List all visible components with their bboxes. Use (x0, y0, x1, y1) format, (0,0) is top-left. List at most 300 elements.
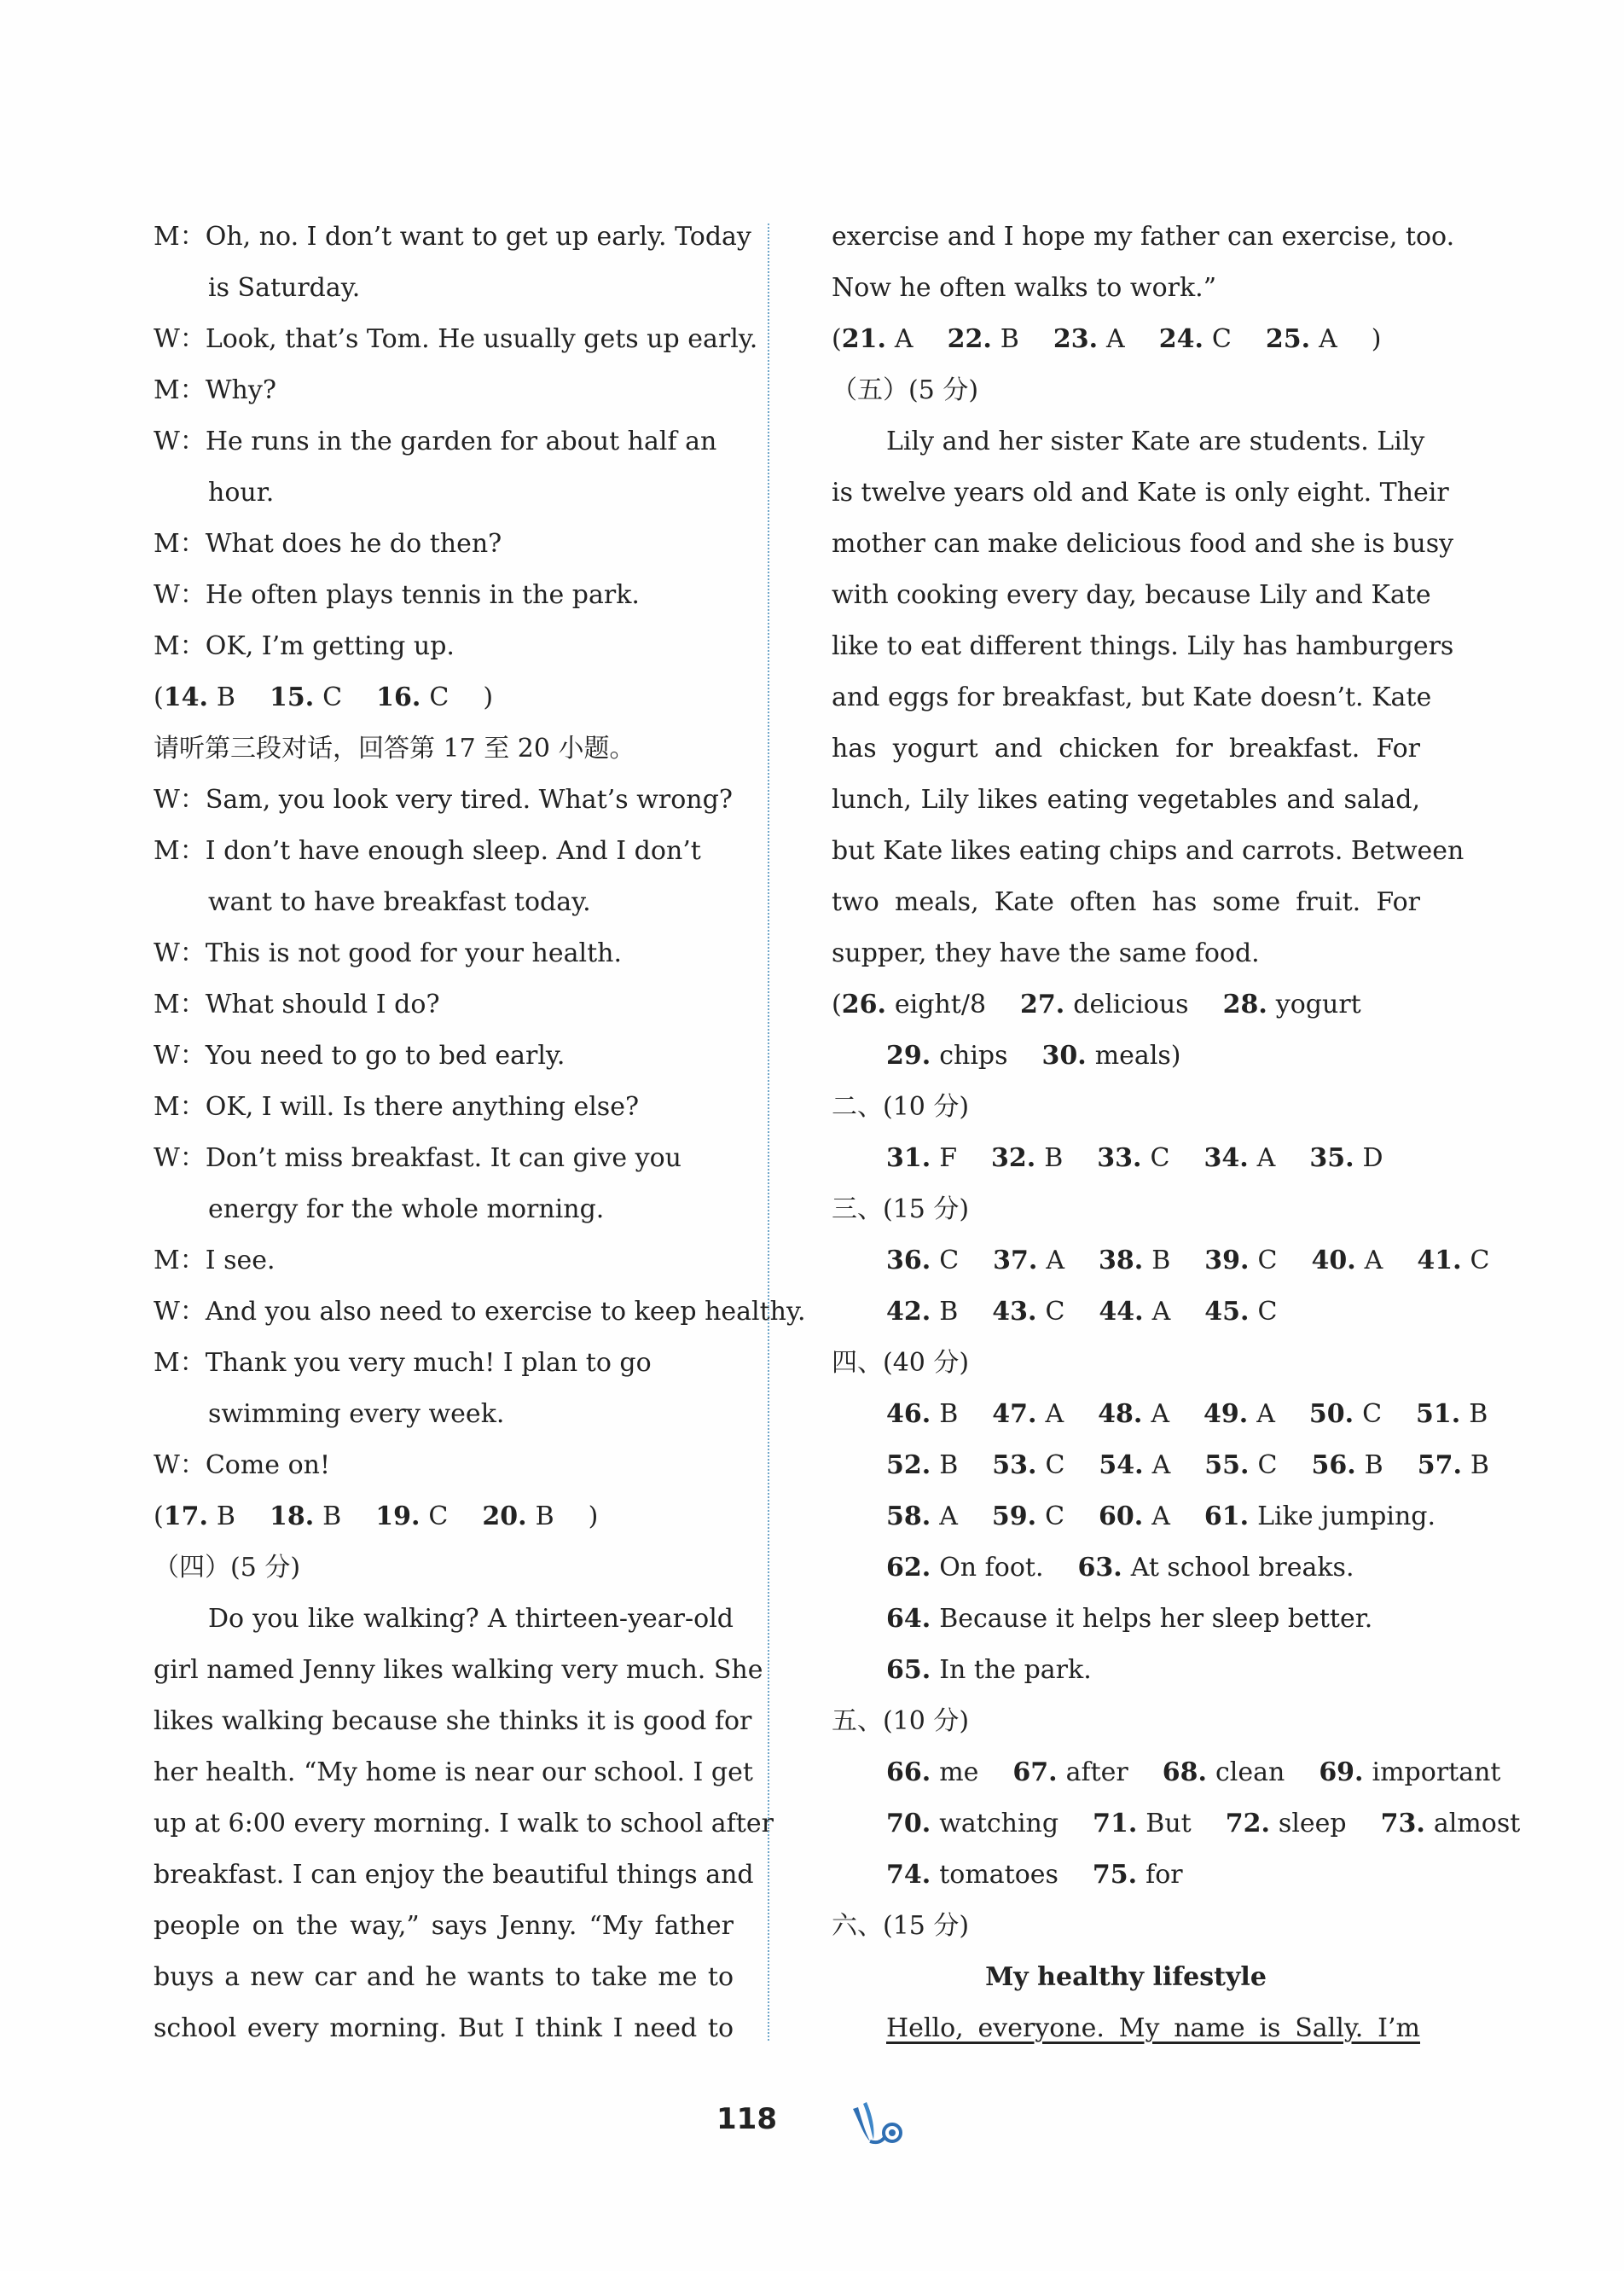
dialogue-text: What does he do then? (205, 529, 502, 559)
answer-item (1053, 314, 1125, 365)
dialogue-text: OK, I will. Is there anything else? (205, 1092, 640, 1122)
passage-line: like to eat different things. Lily has hamburgers (832, 631, 1454, 661)
dialogue-text: energy for the whole morning. (208, 1194, 605, 1224)
answer-value: C (428, 1501, 449, 1531)
speaker-label: M： (154, 1348, 206, 1378)
part-4-answers-line (832, 1594, 1420, 1645)
answer-value: A (939, 1501, 958, 1531)
answer-item (270, 1491, 341, 1542)
answer-value: for (1146, 1860, 1183, 1890)
answer-number: 31. (886, 1143, 931, 1173)
answer-value: delicious (1073, 990, 1189, 1019)
dialogue-text: hour. (208, 478, 275, 508)
answer-value: almost (1433, 1809, 1521, 1838)
answers-17-20: (17. B 18. B 19. C 20. B ) (154, 1491, 734, 1542)
answer-number: 56. (1311, 1450, 1356, 1480)
answer-item (1311, 1440, 1383, 1491)
speaker-label: M： (154, 222, 206, 252)
answer-value: In the park. (939, 1655, 1092, 1685)
answer-item (992, 1491, 1064, 1542)
part-2-answers (832, 1133, 1420, 1184)
speaker-label: W： (154, 1297, 206, 1327)
part-4-heading: 四、(40 分) (832, 1348, 970, 1378)
answer-number: 32. (991, 1143, 1036, 1173)
part-5-answers-line (832, 1747, 1501, 1798)
answer-item (376, 672, 449, 723)
answer-number: 67. (1012, 1757, 1058, 1787)
answer-item (164, 672, 235, 723)
answer-value: meals) (1094, 1041, 1181, 1071)
answer-number: 72. (1225, 1809, 1270, 1838)
answer-value: B (1044, 1143, 1064, 1173)
answer-number: 48. (1098, 1399, 1143, 1429)
answer-value: At school breaks. (1130, 1553, 1354, 1583)
answer-number: 43. (992, 1297, 1037, 1327)
answer-item (482, 1491, 554, 1542)
answer-number: 47. (992, 1399, 1037, 1429)
answer-item (1204, 1440, 1277, 1491)
answer-item (164, 1491, 235, 1542)
answer-number: 70. (886, 1809, 931, 1838)
passage-line: exercise and I hope my father can exercise, too. (832, 222, 1455, 252)
answers-29-30 (832, 1031, 1420, 1082)
answer-number: 50. (1308, 1399, 1354, 1429)
answer-value: F (939, 1143, 958, 1173)
answer-item (1097, 1133, 1169, 1184)
speaker-label: W： (154, 580, 206, 610)
answer-item (1309, 1133, 1383, 1184)
passage-line: supper, they have the same food. (832, 938, 1260, 968)
dialogue-text: Thank you very much! I plan to go (205, 1348, 652, 1378)
answer-value: Because it helps her sleep better. (939, 1604, 1373, 1634)
passage-line: people on the way,” says Jenny. “My father (154, 1911, 734, 1941)
answer-value: C (1362, 1399, 1383, 1429)
right-column (832, 212, 1521, 2054)
answer-number: 18. (269, 1501, 315, 1531)
section-5-heading: （五）(5 分) (832, 375, 979, 405)
speaker-label: W： (154, 1041, 206, 1071)
passage-line: has yogurt and chicken for breakfast. For (832, 734, 1420, 764)
answer-number: 25. (1265, 324, 1311, 354)
speaker-label: M： (154, 990, 206, 1019)
answer-number: 49. (1204, 1399, 1249, 1429)
answer-item (1416, 1389, 1488, 1440)
speaker-label: W： (154, 785, 206, 815)
dialogue-line (154, 621, 734, 672)
answer-number: 66. (886, 1757, 931, 1787)
answer-number: 71. (1093, 1809, 1138, 1838)
answer-item (1042, 1031, 1181, 1082)
answer-value: A (1106, 324, 1125, 354)
answer-item (886, 1850, 1058, 1901)
dialogue-line (154, 1235, 734, 1287)
passage-line: Do you like walking? A thirteen-year-old (208, 1604, 734, 1634)
left-column (154, 212, 806, 2054)
answer-value: B (939, 1399, 959, 1429)
answer-item (1099, 1235, 1170, 1287)
answer-value: C (939, 1246, 960, 1275)
dialogue-text: Look, that’s Tom. He usually gets up early. (205, 324, 758, 354)
speaker-label: M： (154, 529, 206, 559)
passage-line: her health. “My home is near our school. I get (154, 1757, 753, 1787)
answer-value: B (216, 1501, 235, 1531)
dialogue-line (154, 314, 758, 365)
answer-number: 61. (1204, 1501, 1250, 1531)
dialogue-text: OK, I’m getting up. (205, 631, 455, 661)
answer-value: B (939, 1297, 959, 1327)
answer-number: 15. (269, 682, 315, 712)
answer-number: 63. (1077, 1553, 1122, 1583)
answer-number: 38. (1099, 1246, 1144, 1275)
speaker-label: M： (154, 631, 206, 661)
answer-number: 19. (375, 1501, 420, 1531)
answer-item (842, 979, 986, 1031)
dialogue-line (154, 1440, 734, 1491)
answer-value: C (1211, 324, 1232, 354)
passage-line: up at 6:00 every morning. I walk to school after (154, 1809, 774, 1838)
answer-value: C (429, 682, 450, 712)
answer-item (886, 1798, 1058, 1850)
publisher-logo-icon (844, 2097, 913, 2148)
answer-number: 73. (1380, 1809, 1425, 1838)
instruction-dialog-3: 请听第三段对话，回答第 17 至 20 小题。 (154, 734, 635, 764)
answer-item (886, 1747, 978, 1798)
answer-item (886, 1440, 958, 1491)
answer-item (992, 1389, 1064, 1440)
page-number: 118 (716, 2102, 777, 2136)
answer-value: C (1150, 1143, 1170, 1173)
answer-value: But (1146, 1809, 1192, 1838)
answer-number: 35. (1309, 1143, 1354, 1173)
answer-value: chips (939, 1041, 1008, 1071)
passage-line: girl named Jenny likes walking very much. She (154, 1655, 763, 1685)
dialogue-text: want to have breakfast today. (208, 887, 591, 917)
answer-item (1020, 979, 1189, 1031)
speaker-label: M： (154, 836, 206, 866)
answer-number: 44. (1099, 1297, 1144, 1327)
dialogue-line (154, 775, 734, 826)
answer-item (270, 672, 342, 723)
passage-line: Now he often walks to work.” (832, 273, 1217, 303)
answer-number: 54. (1099, 1450, 1144, 1480)
answer-item (1204, 1287, 1277, 1338)
answer-item (886, 1235, 959, 1287)
answer-value: B (939, 1450, 959, 1480)
answer-number: 36. (886, 1246, 931, 1275)
dialogue-line (154, 416, 734, 468)
answer-item (842, 314, 914, 365)
answer-item (1093, 1798, 1192, 1850)
answer-item (1204, 1235, 1277, 1287)
answer-number: 40. (1311, 1246, 1356, 1275)
answer-number: 46. (886, 1399, 931, 1429)
dialogue-text: This is not good for your health. (205, 938, 622, 968)
speaker-label: W： (154, 1143, 206, 1173)
answer-value: yogurt (1275, 990, 1361, 1019)
answer-item (991, 1133, 1063, 1184)
passage-line: but Kate likes eating chips and carrots. Between (832, 836, 1464, 866)
answer-value: A (1151, 1450, 1171, 1480)
answer-value: B (1469, 1399, 1488, 1429)
answer-value: B (1470, 1450, 1489, 1480)
answer-number: 34. (1204, 1143, 1249, 1173)
answer-value: me (939, 1757, 979, 1787)
answer-item (886, 1542, 1043, 1594)
answer-number: 57. (1417, 1450, 1462, 1480)
dialogue-text: Come on! (205, 1450, 331, 1480)
passage-line: two meals, Kate often has some fruit. For (832, 887, 1420, 917)
answers-26-28: (26. eight/8 27. delicious 28. yogurt (832, 979, 1420, 1031)
answer-value: A (1151, 1501, 1170, 1531)
dialogue-text: He runs in the garden for about half an (205, 427, 717, 456)
answer-item (1204, 1491, 1436, 1542)
answer-value: A (1151, 1399, 1169, 1429)
answer-value: after (1065, 1757, 1128, 1787)
speaker-label: W： (154, 938, 206, 968)
answer-item (375, 1491, 448, 1542)
answer-value: A (1045, 1399, 1064, 1429)
answer-number: 16. (376, 682, 421, 712)
dialogue-line (154, 826, 734, 877)
answer-value: A (1256, 1399, 1275, 1429)
answer-number: 37. (993, 1246, 1038, 1275)
answer-number: 69. (1319, 1757, 1364, 1787)
answer-item (886, 1133, 957, 1184)
answer-item (993, 1235, 1064, 1287)
part-5-answers-line (832, 1850, 1420, 1901)
passage-line: with cooking every day, because Lily and Kate (832, 580, 1431, 610)
part-2-heading: 二、(10 分) (832, 1092, 970, 1122)
answers-21-25: (21. A 22. B 23. A 24. C 25. A ) (832, 314, 1420, 365)
answer-number: 17. (163, 1501, 208, 1531)
answer-item (1266, 314, 1337, 365)
answer-item (1163, 1747, 1285, 1798)
answer-item (1381, 1798, 1521, 1850)
answer-value: B (1000, 324, 1019, 354)
answer-item (1226, 1798, 1347, 1850)
answer-value: B (322, 1501, 342, 1531)
dialogue-line (154, 1184, 734, 1235)
answer-value: A (1364, 1246, 1383, 1275)
answer-item (1319, 1747, 1500, 1798)
answer-item (1098, 1389, 1169, 1440)
speaker-label: W： (154, 324, 206, 354)
dialogue-line (154, 212, 751, 263)
answer-item (1159, 314, 1232, 365)
answer-value: eight/8 (894, 990, 987, 1019)
speaker-label: W： (154, 427, 206, 456)
answer-value: C (1045, 1501, 1065, 1531)
answer-number: 64. (886, 1604, 931, 1634)
answer-value: A (894, 324, 914, 354)
answer-number: 23. (1053, 324, 1099, 354)
column-divider (768, 224, 769, 2041)
part-5-answers-line (832, 1798, 1521, 1850)
answer-number: 60. (1099, 1501, 1144, 1531)
answer-number: 55. (1204, 1450, 1250, 1480)
dialogue-line (154, 365, 734, 416)
dialogue-line (154, 928, 734, 979)
answer-value: C (1045, 1450, 1065, 1480)
dialogue-line (154, 1133, 734, 1184)
answer-number: 33. (1097, 1143, 1142, 1173)
answer-item (992, 1287, 1064, 1338)
answer-item (992, 1440, 1064, 1491)
part-5-heading: 五、(10 分) (832, 1706, 970, 1736)
answer-item (1012, 1747, 1128, 1798)
dialogue-line (154, 1389, 734, 1440)
answer-number: 51. (1416, 1399, 1461, 1429)
answer-item (1093, 1850, 1183, 1901)
dialogue-text: I don’t have enough sleep. And I don’t (205, 836, 701, 866)
dialogue-line (154, 1338, 734, 1389)
answer-number: 68. (1162, 1757, 1207, 1787)
part-4-answers-line (832, 1645, 1420, 1696)
part-4-answers-line (832, 1440, 1489, 1491)
passage-line: mother can make delicious food and she is busy (832, 529, 1454, 559)
answer-value: watching (939, 1809, 1059, 1838)
answer-item (1311, 1235, 1383, 1287)
answer-value: important (1372, 1757, 1501, 1787)
answer-item (1099, 1287, 1170, 1338)
dialogue-text: swimming every week. (208, 1399, 505, 1429)
answer-number: 27. (1020, 990, 1065, 1019)
answer-value: C (1470, 1246, 1490, 1275)
answer-number: 39. (1204, 1246, 1250, 1275)
answer-value: sleep (1278, 1809, 1347, 1838)
dialogue-line (154, 570, 734, 621)
passage-line: and eggs for breakfast, but Kate doesn’t. Kate (832, 682, 1432, 712)
answer-value: A (1046, 1246, 1065, 1275)
answer-value: A (1319, 324, 1337, 354)
answer-number: 65. (886, 1655, 931, 1685)
answer-number: 28. (1222, 990, 1267, 1019)
dialogue-text: Sam, you look very tired. What’s wrong? (205, 785, 733, 815)
answers-14-16: (14. B 15. C 16. C ) (154, 672, 734, 723)
dialogue-text: You need to go to bed early. (205, 1041, 566, 1071)
answer-value: A (1256, 1143, 1276, 1173)
speaker-label: M： (154, 375, 206, 405)
answer-number: 62. (886, 1553, 931, 1583)
answer-number: 74. (886, 1860, 931, 1890)
speaker-label: W： (154, 1450, 206, 1480)
part-3-answers-line (832, 1235, 1490, 1287)
dialogue-line (154, 1031, 734, 1082)
dialogue-text: Oh, no. I don’t want to get up early. Today (205, 222, 751, 252)
answer-number: 29. (886, 1041, 931, 1071)
dialogue-text: is Saturday. (208, 273, 361, 303)
answer-number: 45. (1204, 1297, 1250, 1327)
answer-number: 53. (992, 1450, 1037, 1480)
answer-value: Like jumping. (1257, 1501, 1436, 1531)
part-3-answers-line (832, 1287, 1420, 1338)
passage-line: is twelve years old and Kate is only eight. Their (832, 478, 1449, 508)
part-4-answers-line (832, 1491, 1436, 1542)
dialogue-line (154, 468, 734, 519)
answer-item (886, 1031, 1008, 1082)
dialogue-text: I see. (205, 1246, 276, 1275)
answer-item (1417, 1235, 1489, 1287)
answer-value: On foot. (939, 1553, 1044, 1583)
answer-value: D (1362, 1143, 1383, 1173)
answer-item (1309, 1389, 1382, 1440)
passage-line: breakfast. I can enjoy the beautiful things and (154, 1860, 754, 1890)
part-4-answers-line (832, 1542, 1420, 1594)
answer-item (1099, 1491, 1170, 1542)
speaker-label: M： (154, 1092, 206, 1122)
answer-number: 30. (1041, 1041, 1087, 1071)
dialogue-text: And you also need to exercise to keep healthy. (205, 1297, 806, 1327)
dialogue-text: Don’t miss breakfast. It can give you (205, 1143, 682, 1173)
answer-value: B (535, 1501, 554, 1531)
dialogue-line (154, 1287, 806, 1338)
essay-first-line: Hello, everyone. My name is Sally. I’m (886, 2013, 1420, 2043)
answer-item (1223, 979, 1361, 1031)
answer-value: B (216, 682, 235, 712)
answer-number: 20. (482, 1501, 527, 1531)
passage-line: school every morning. But I think I need to (154, 2013, 734, 2043)
answer-number: 21. (841, 324, 886, 354)
answer-item (1077, 1542, 1354, 1594)
answer-item (886, 1491, 958, 1542)
answer-value: C (322, 682, 343, 712)
dialogue-text: He often plays tennis in the park. (205, 580, 640, 610)
answer-value: B (1364, 1450, 1383, 1480)
dialogue-line (154, 519, 734, 570)
answer-value: clean (1215, 1757, 1285, 1787)
passage-line: likes walking because she thinks it is good for (154, 1706, 752, 1736)
answer-item (948, 314, 1019, 365)
answer-number: 14. (163, 682, 208, 712)
part-6-heading: 六、(15 分) (832, 1911, 970, 1941)
answer-item (886, 1594, 1372, 1645)
essay-title: My healthy lifestyle (985, 1962, 1267, 1992)
answer-value: tomatoes (939, 1860, 1058, 1890)
section-4-heading: （四）(5 分) (154, 1553, 301, 1583)
passage-line: lunch, Lily likes eating vegetables and salad, (832, 785, 1420, 815)
answer-number: 41. (1417, 1246, 1462, 1275)
part-3-heading: 三、(15 分) (832, 1194, 970, 1224)
answer-number: 22. (947, 324, 992, 354)
answer-value: C (1045, 1297, 1065, 1327)
answer-item (1204, 1133, 1275, 1184)
answer-number: 52. (886, 1450, 931, 1480)
answer-item (1204, 1389, 1275, 1440)
answer-item (886, 1389, 958, 1440)
dialogue-text: Why? (205, 375, 276, 405)
speaker-label: M： (154, 1246, 206, 1275)
dialogue-line (154, 877, 734, 928)
dialogue-line (154, 979, 734, 1031)
part-4-answers-line (832, 1389, 1488, 1440)
answer-number: 58. (886, 1501, 931, 1531)
answer-number: 59. (991, 1501, 1037, 1531)
answer-item (886, 1645, 1092, 1696)
page-footer (716, 2097, 921, 2157)
answer-value: C (1257, 1297, 1278, 1327)
answer-value: B (1151, 1246, 1171, 1275)
answer-number: 26. (841, 990, 886, 1019)
answer-number: 42. (886, 1297, 931, 1327)
passage-line: buys a new car and he wants to take me to (154, 1962, 734, 1992)
answer-item (1418, 1440, 1489, 1491)
answer-value: C (1257, 1450, 1278, 1480)
answer-number: 75. (1092, 1860, 1138, 1890)
dialogue-line (154, 263, 734, 314)
dialogue-text: What should I do? (205, 990, 440, 1019)
answer-value: A (1151, 1297, 1171, 1327)
answer-item (1099, 1440, 1170, 1491)
